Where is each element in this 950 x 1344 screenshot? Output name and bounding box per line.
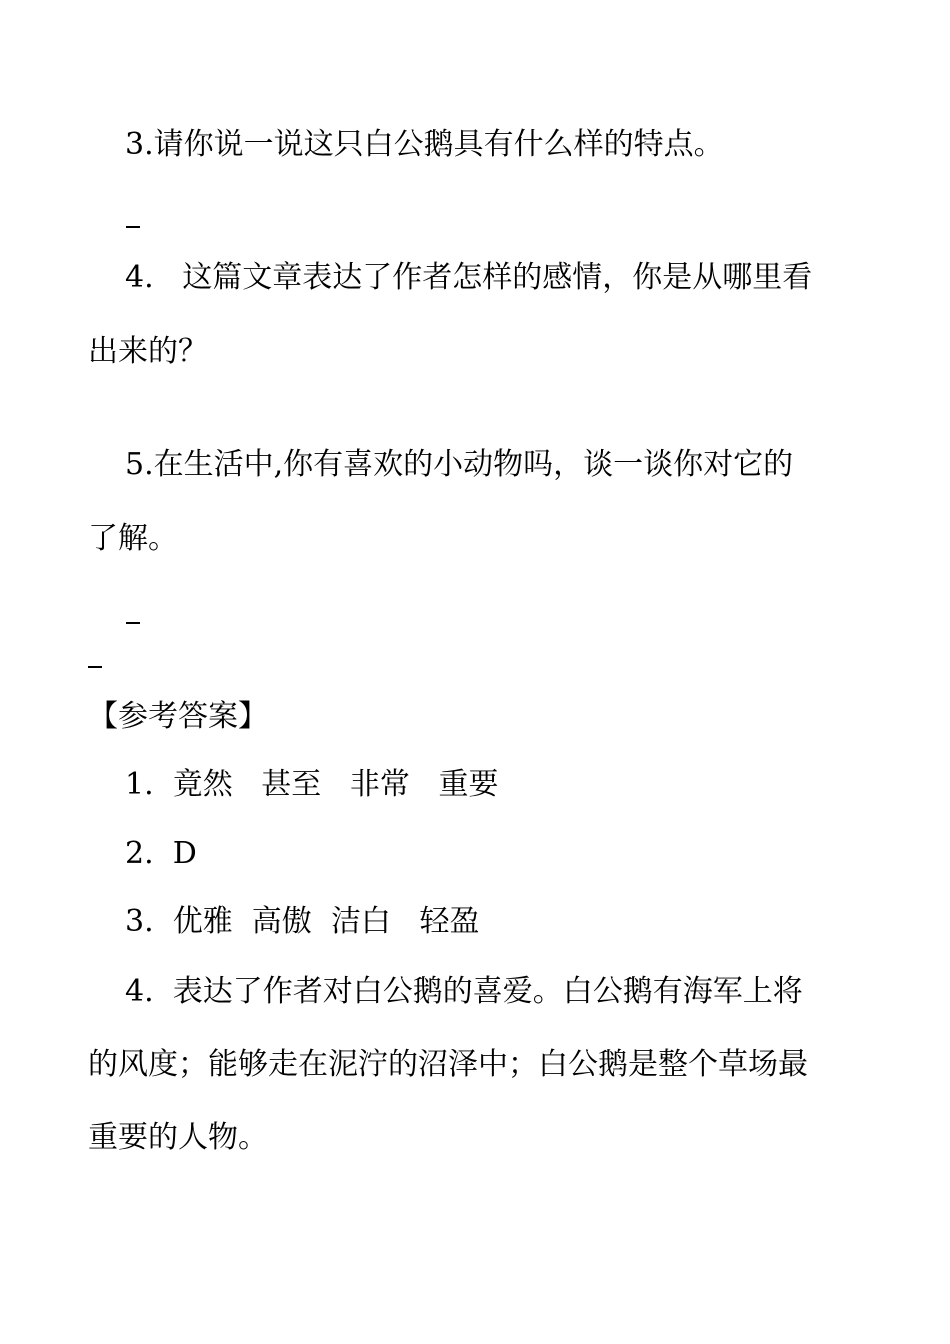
question-5-line-2: 了解。: [88, 521, 178, 556]
answer-1: 1. 竟然 甚至 非常 重要: [125, 767, 499, 802]
answer-4-line-1: 4. 表达了作者对白公鹅的喜爱。白公鹅有海军上将: [125, 974, 803, 1009]
answer-key-heading: 【参考答案】: [88, 699, 268, 734]
question-4-line-2: 出来的？: [88, 334, 208, 369]
question-5-line-1: 5.在生活中,你有喜欢的小动物吗，谈一谈你对它的: [125, 447, 794, 482]
answer-blank-line: [88, 666, 102, 668]
answer-blank-line: [126, 622, 140, 624]
question-4-line-1: 4. 这篇文章表达了作者怎样的感情，你是从哪里看: [125, 260, 813, 295]
answer-4-line-3: 重要的人物。: [88, 1120, 268, 1155]
answer-blank-line: [126, 226, 140, 228]
question-3: 3.请你说一说这只白公鹅具有什么样的特点。: [125, 127, 724, 162]
answer-4-line-2: 的风度；能够走在泥泞的沼泽中；白公鹅是整个草场最: [88, 1047, 808, 1082]
answer-3: 3. 优雅 高傲 洁白 轻盈: [125, 904, 480, 939]
answer-2: 2. D: [125, 836, 197, 871]
